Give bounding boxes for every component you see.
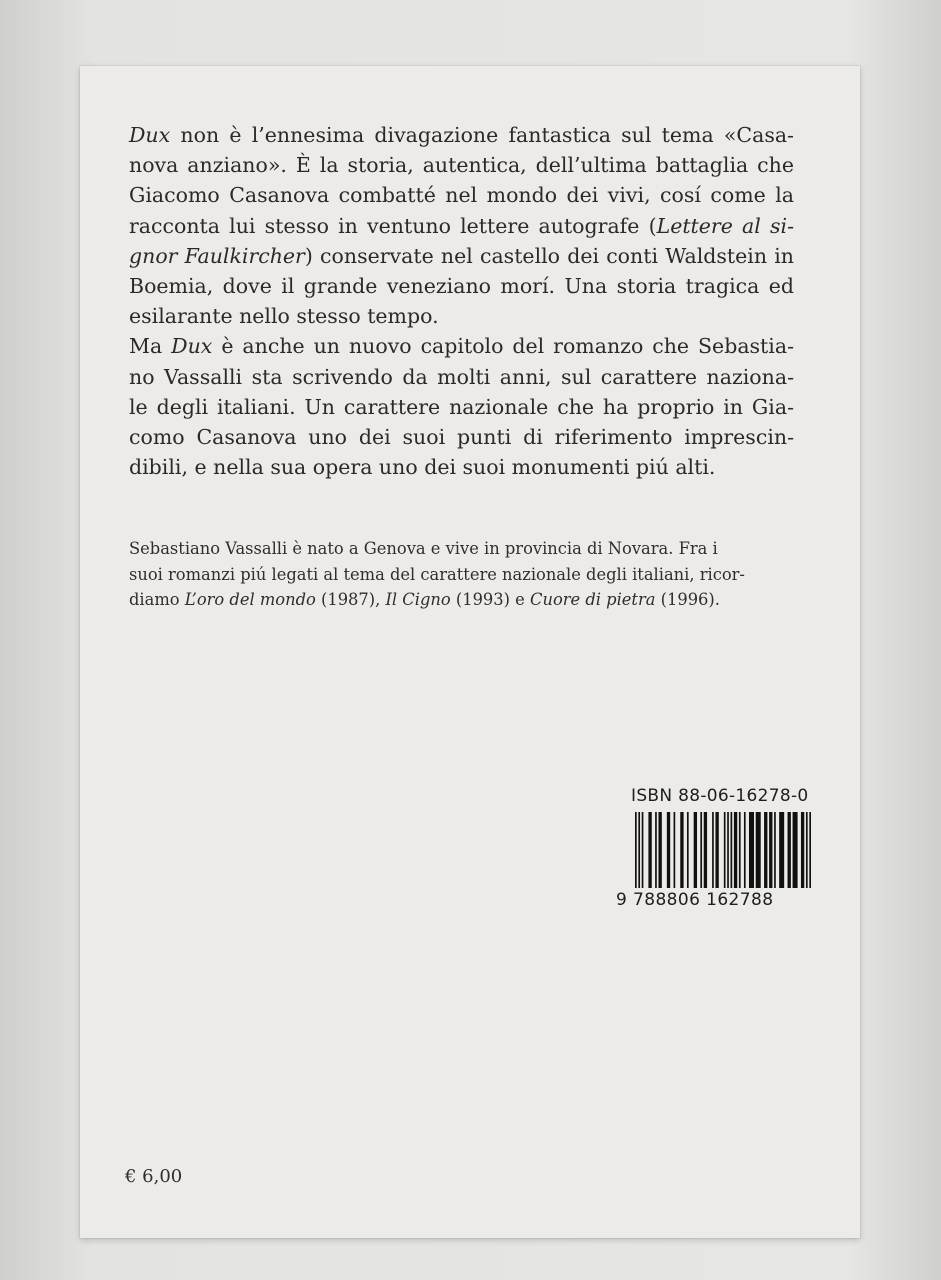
- book-title: Cuore di pietra: [530, 590, 656, 609]
- barcode-bar: [806, 812, 808, 888]
- book-title: L’oro del mondo: [184, 590, 316, 609]
- barcode-bar: [764, 812, 767, 888]
- blurb-line: Giacomo Casanova combatté nel mondo dei vivi, cosí come la: [129, 183, 794, 208]
- barcode-bar: [749, 812, 754, 888]
- blurb-line: dibili, e nella sua opera uno dei suoi monumenti piú alti.: [129, 455, 716, 480]
- barcode-bar: [680, 812, 683, 888]
- book-title: Il Cigno: [385, 590, 451, 609]
- blurb-line: como Casanova uno dei suoi punti di riferimento imprescin-: [129, 425, 794, 450]
- barcode-bar: [779, 812, 784, 888]
- barcode-bar: [648, 812, 651, 888]
- barcode-bar: [704, 812, 707, 888]
- barcode-bar: [731, 812, 733, 888]
- barcode-bar: [642, 812, 644, 888]
- barcode-bar: [809, 812, 811, 888]
- book-back-cover: [80, 66, 860, 1238]
- barcode-bar: [687, 812, 689, 888]
- barcode-bar: [739, 812, 741, 888]
- author-bio: [129, 536, 794, 613]
- barcode-bar: [788, 812, 791, 888]
- barcode-bar: [674, 812, 676, 888]
- barcode-bar: [727, 812, 729, 888]
- barcode-bar: [734, 812, 737, 888]
- bio-line: suoi romanzi piú legati al tema del carattere nazionale degli italiani, ricor-: [129, 564, 745, 584]
- barcode-bar: [658, 812, 661, 888]
- price-label: € 6,00: [125, 1166, 183, 1187]
- barcode-bar: [801, 812, 804, 888]
- barcode-bar: [715, 812, 718, 888]
- barcode-bar: [638, 812, 640, 888]
- barcode-bar: [724, 812, 726, 888]
- blurb-line: esilarante nello stesso tempo.: [129, 304, 439, 329]
- barcode-bar: [635, 812, 637, 888]
- isbn-label: ISBN 88-06-16278-0: [631, 786, 809, 806]
- barcode-bar: [700, 812, 702, 888]
- blurb-line: Boemia, dove il grande veneziano morí. Una storia tragica ed: [129, 274, 794, 299]
- blurb-line: Ma Dux è anche un nuovo capitolo del romanzo che Sebastia-: [129, 334, 795, 359]
- barcode-bar: [655, 812, 657, 888]
- blurb-line: nova anziano». È la storia, autentica, dell’ultima battaglia che: [129, 153, 794, 178]
- barcode-bar: [774, 812, 776, 888]
- barcode-number: 9 788806 162788: [616, 890, 774, 910]
- barcode-bar: [744, 812, 746, 888]
- barcode-bar: [694, 812, 697, 888]
- blurb-line: no Vassalli sta scrivendo da molti anni, sul carattere naziona-: [129, 364, 794, 389]
- barcode-bar: [712, 812, 714, 888]
- blurb-line: Dux non è l’ennesima divagazione fantastica sul tema «Casa-: [129, 123, 794, 147]
- blurb-line: racconta lui stesso in ventuno lettere autografe (Lettere al si-: [129, 213, 794, 238]
- barcode-bar: [769, 812, 772, 888]
- blurb-line: le degli italiani. Un carattere nazionale che ha proprio in Gia-: [129, 394, 794, 419]
- barcode-bar: [793, 812, 798, 888]
- blurb-text: [129, 120, 794, 482]
- barcode-bar: [667, 812, 670, 888]
- barcode-image: [635, 812, 811, 888]
- blurb-line: gnor Faulkircher) conservate nel castello dei conti Waldstein in: [129, 243, 794, 268]
- bio-line: diamo L’oro del mondo (1987), Il Cigno (1993) e Cuore di pietra (1996).: [129, 590, 720, 609]
- barcode-bar: [756, 812, 761, 888]
- bio-line: Sebastiano Vassalli è nato a Genova e vive in provincia di Novara. Fra i: [129, 539, 718, 558]
